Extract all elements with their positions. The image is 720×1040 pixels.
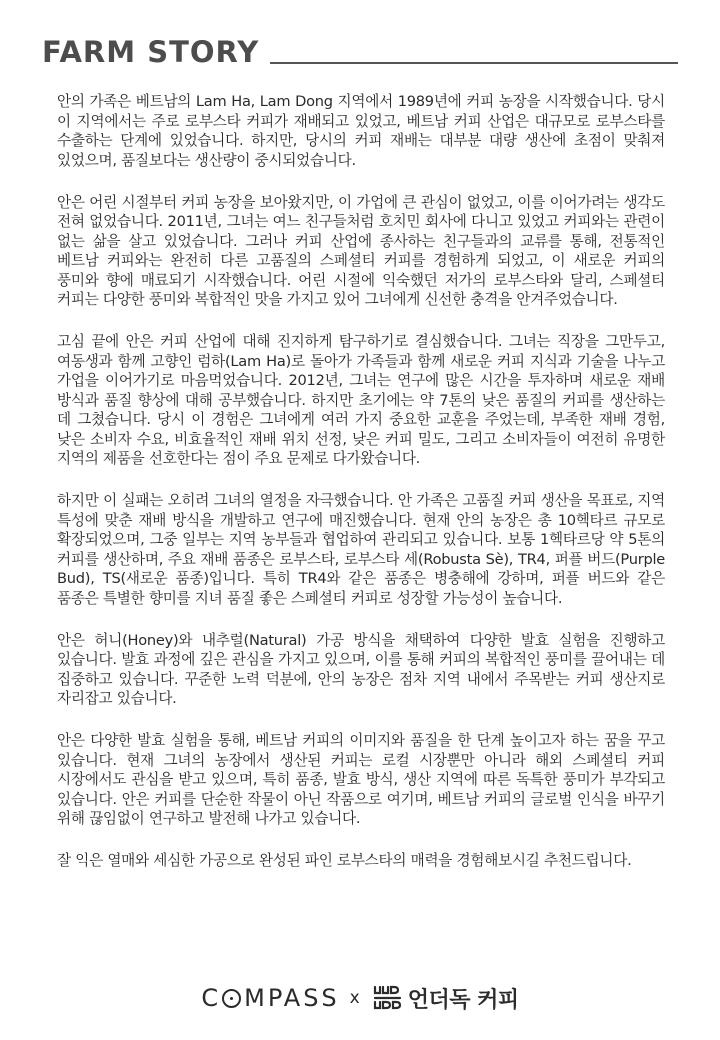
story-paragraph-4: 하지만 이 실패는 오히려 그녀의 열정을 자극했습니다. 안 가족은 고품질 커피 생산을 목표로, 지역 특성에 맞춘 재배 방식을 개발하고 연구에 매진했습니다. 현재 안의 농장은 총 10헥타르 규모로 확장되었으며, 그중 일부는 지역 농부들과 협업하여 관리되고 있습니다. 보통 1헥타르당 약 5톤의 커피를 생산하며, 주요 재배 품종은 로부스타, 로부스타 세(Robusta Sè), TR4, 퍼플 버드(Purple Bud), TS(새로운 품종)입니다. 특히 TR4와 같은 품종은 병충해에 강하며, 퍼플 버드와 같은 품종은 특별한 향미를 지녀 품질 좋은 스페셜티 커피로 성장할 가능성이 높습니다. (57, 492, 665, 607)
header-divider (270, 62, 678, 64)
page-header (42, 34, 678, 74)
story-paragraph-7: 잘 익은 열매와 세심한 가공으로 완성된 파인 로부스타의 매력을 경험해보시길 추천드립니다. (57, 852, 632, 869)
collab-separator: x (349, 988, 360, 1008)
page-title: FARM STORY (42, 35, 260, 69)
compass-o-icon (222, 989, 241, 1008)
underdog-mark-icon (372, 984, 404, 1012)
story-paragraph-6: 안은 다양한 발효 실험을 통해, 베트남 커피의 이미지와 품질을 한 단계 높이고자 하는 꿈을 꾸고 있습니다. 현재 그녀의 농장에서 생산된 커피는 로컬 시장뿐만 아니라 해외 스페셜티 커피 시장에서도 관심을 받고 있으며, 특히 품종, 발효 방식, 생산 지역에 따른 독특한 풍미가 부각되고 있습니다. 안은 커피를 단순한 작물이 아닌 작품으로 여기며, 베트남 커피의 글로벌 인식을 바꾸기 위해 끊임없이 연구하고 발전해 나가고 있습니다. (57, 732, 665, 827)
compass-logo-prefix: C (201, 984, 222, 1012)
story-paragraph-1: 안의 가족은 베트남의 Lam Ha, Lam Dong 지역에서 1989년에 커피 농장을 시작했습니다. 당시 이 지역에서는 주로 로부스타 커피가 재배되고 있었고, 베트남 커피 산업은 대규모로 로부스타를 수출하는 단계에 있었습니다. 하지만, 당시의 커피 재배는 대부분 대량 생산에 초점이 맞춰져 있었으며, 품질보다는 생산량이 중시되었습니다. (57, 93, 665, 169)
story-paragraph-5: 안은 허니(Honey)와 내추럴(Natural) 가공 방식을 채택하여 다양한 발효 실험을 진행하고 있습니다. 발효 과정에 깊은 관심을 가지고 있으며, 이를 통해 커피의 복합적인 풍미를 끌어내는 데 집중하고 있습니다. 꾸준한 노력 덕분에, 안의 농장은 점차 지역 내에서 주목받는 커피 생산지로 자리잡고 있습니다. (57, 631, 665, 707)
footer-logos (0, 978, 720, 1018)
story-paragraph-3: 고심 끝에 안은 커피 산업에 대해 진지하게 탐구하기로 결심했습니다. 그녀는 직장을 그만두고, 여동생과 함께 고향인 럼하(Lam Ha)로 돌아가 가족들과 함께 새로운 커피 지식과 기술을 나누고 가업을 이어가기로 마음먹었습니다. 2012년, 그녀는 연구에 많은 시간을 투자하며 새로운 재배 방식과 품질 향상에 대해 공부했습니다. 하지만 초기에는 약 7톤의 낮은 품질의 커피를 생산하는 데 그쳤습니다. 당시 이 경험은 그녀에게 여러 가지 중요한 교훈을 주었는데, 부족한 재배 경험, 낮은 소비자 수요, 비효율적인 재배 위치 선정, 낮은 커피 밀도, 그리고 소비자들이 여전히 유명한 지역의 제품을 선호한다는 점이 주요 문제로 다가왔습니다. (57, 333, 665, 467)
underdog-logo-text: 언더독 커피 (407, 987, 519, 1013)
story-body (57, 92, 665, 893)
compass-logo (201, 984, 339, 1012)
story-paragraph-2: 안은 어린 시절부터 커피 농장을 보아왔지만, 이 가업에 큰 관심이 없었고, 이를 이어가려는 생각도 전혀 없었습니다. 2011년, 그녀는 여느 친구들처럼 호치민 회사에 다니고 있었고 커피와는 관련이 없는 삶을 살고 있었습니다. 그러나 커피 산업에 종사하는 친구들과의 교류를 통해, 전통적인 베트남 커피와는 완전히 다른 고품질의 스페셜티 커피를 경험하게 되었고, 이 새로운 커피의 풍미와 향에 매료되기 시작했습니다. 어린 시절에 익숙했던 저가의 로부스타와 달리, 스페셜티 커피는 다양한 풍미와 복합적인 맛을 가지고 있어 그녀에게 신선한 충격을 안겨주었습니다. (57, 193, 665, 308)
compass-logo-suffix: MPASS (244, 984, 340, 1012)
